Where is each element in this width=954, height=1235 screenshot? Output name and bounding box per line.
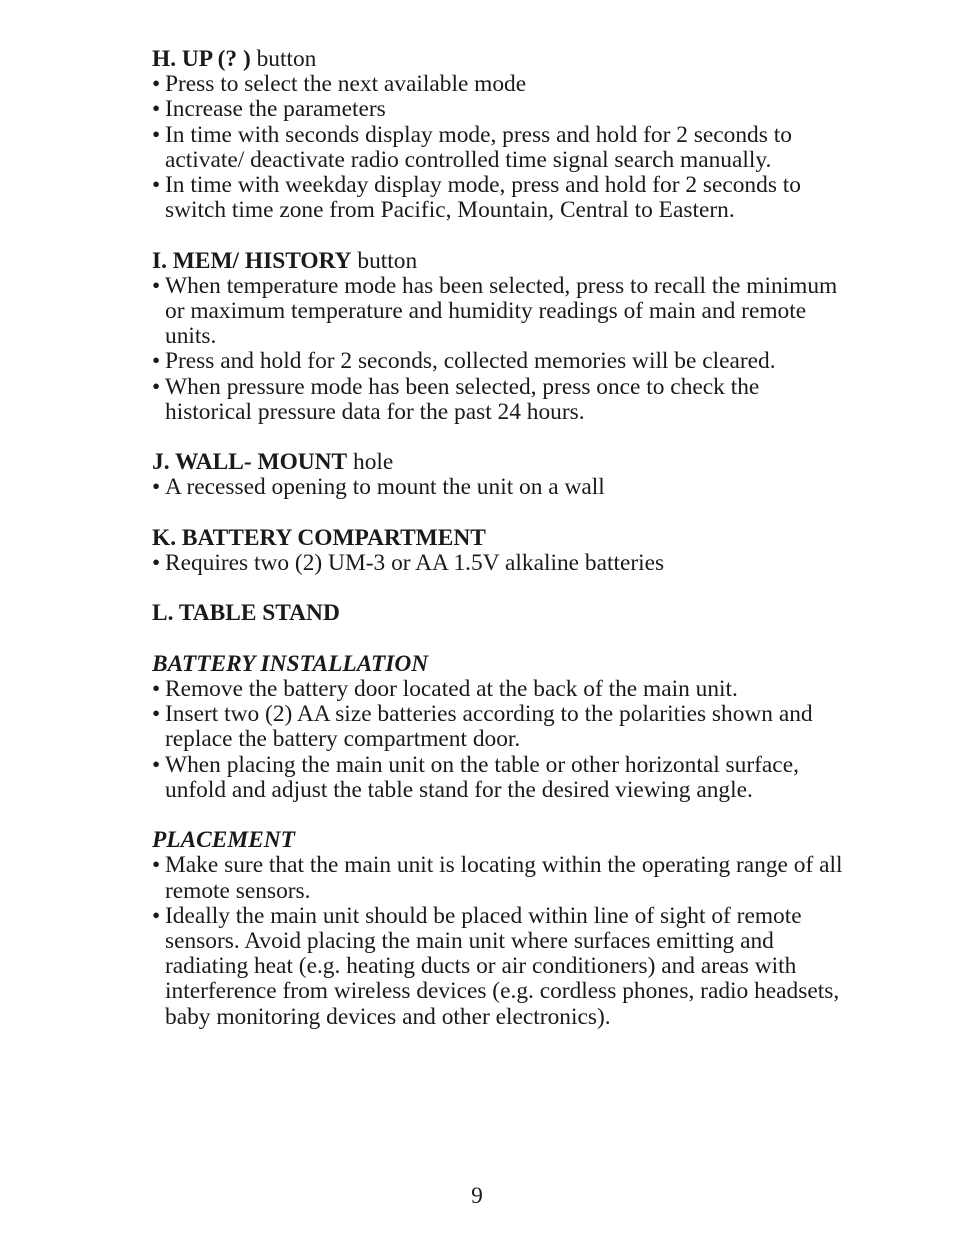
list-item: • Insert two (2) AA size batteries according to the polarities shown and replace the battery compartment door.: [152, 702, 852, 752]
bullet-list: [152, 274, 852, 425]
section-battery-compartment: [152, 526, 852, 576]
section-mem-history-button: [152, 249, 852, 425]
section-heading: K. BATTERY COMPARTMENT: [152, 524, 486, 551]
section-heading: PLACEMENT: [152, 827, 295, 854]
list-item: • When pressure mode has been selected, press once to check the historical pressure data for the past 24 hours.: [152, 375, 852, 425]
section-heading: L. TABLE STAND: [152, 600, 340, 627]
section-heading: [152, 47, 852, 72]
heading-rest-text: button: [351, 247, 418, 274]
list-item: • Remove the battery door located at the back of the main unit.: [152, 677, 852, 702]
heading-bold-text: I. MEM/ HISTORY: [152, 247, 352, 274]
section-wall-mount-hole: [152, 450, 852, 500]
bullet-list: [152, 475, 852, 500]
section-battery-installation: [152, 652, 852, 803]
section-table-stand: [152, 601, 852, 626]
heading-bold-text: H. UP (? ): [152, 46, 251, 72]
list-item: • In time with weekday display mode, press and hold for 2 seconds to switch time zone from Pacific, Mountain, Central to Eastern.: [152, 173, 852, 223]
list-item: • Requires two (2) UM-3 or AA 1.5V alkaline batteries: [152, 551, 852, 576]
list-item: • Press to select the next available mode: [152, 72, 852, 97]
heading-bold-text: J. WALL- MOUNT: [152, 449, 348, 476]
list-item: • Press and hold for 2 seconds, collected memories will be cleared.: [152, 349, 852, 374]
section-heading: [152, 249, 852, 274]
section-placement: [152, 828, 852, 1030]
bullet-list: [152, 72, 852, 223]
list-item: • Ideally the main unit should be placed within line of sight of remote sensors. Avoid placing the main unit where surfaces emitting and radiating heat (e.g. heating ducts or air conditioners) and areas with interference from wireless devices (e.g. cordless phones, radio headsets, baby monitoring devices and other electronics).: [152, 904, 852, 1030]
bullet-list: [152, 677, 852, 803]
list-item: • When placing the main unit on the table or other horizontal surface, unfold and adjust the table stand for the desired viewing angle.: [152, 753, 852, 803]
bullet-list: [152, 853, 852, 1029]
manual-page-body: [152, 47, 852, 1055]
section-heading: BATTERY INSTALLATION: [152, 650, 429, 677]
section-up-button: [152, 47, 852, 223]
section-heading: [152, 450, 852, 475]
page-number: 9: [471, 1183, 483, 1209]
heading-rest-text: button: [250, 46, 317, 72]
list-item: • A recessed opening to mount the unit on a wall: [152, 475, 852, 500]
heading-rest-text: hole: [347, 449, 394, 476]
list-item: • When temperature mode has been selected, press to recall the minimum or maximum temperature and humidity readings of main and remote units.: [152, 274, 852, 350]
bullet-list: [152, 551, 852, 576]
list-item: • Increase the parameters: [152, 97, 852, 122]
list-item: • In time with seconds display mode, press and hold for 2 seconds to activate/ deactivate radio controlled time signal search manually.: [152, 123, 852, 173]
list-item: • Make sure that the main unit is locating within the operating range of all remote sensors.: [152, 853, 852, 903]
